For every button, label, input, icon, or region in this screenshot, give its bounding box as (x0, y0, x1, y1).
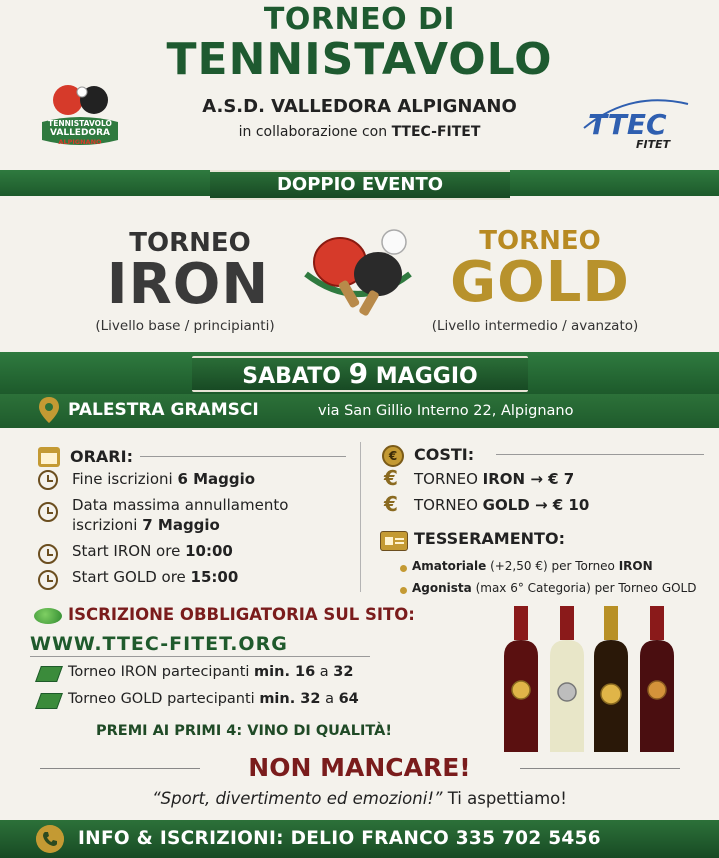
wine-bottles-image (496, 606, 696, 754)
tess-item-text: (max 6° Categoria) per Torneo GOLD (471, 581, 697, 595)
orari-item-bold: 6 Maggio (177, 470, 256, 488)
column-divider (360, 442, 361, 592)
iscr-item-text: Torneo GOLD partecipanti (68, 691, 260, 707)
date-month: MAGGIO (375, 364, 478, 389)
date-day: SABATO (242, 364, 341, 389)
logo-right-main: TTEC (588, 108, 667, 141)
clock-icon (38, 502, 58, 522)
tesseramento-item (412, 559, 653, 573)
tagline-rest: Ti aspettiamo! (442, 789, 567, 808)
premi-line: PREMI AI PRIMI 4: VINO DI QUALITÀ! (96, 723, 392, 739)
wine-bottle-icon (504, 606, 538, 752)
wine-bottle-icon (594, 606, 628, 752)
iscr-item-text2: a (315, 664, 334, 680)
paddle-icon (35, 693, 63, 709)
iron-level: (Livello base / principianti) (95, 318, 275, 334)
cta-headline: NON MANCARE! (248, 753, 471, 782)
gold-pre: TORNEO (479, 226, 601, 256)
costi-item-price: → € 10 (529, 496, 590, 514)
tess-item-bold: Agonista (412, 581, 472, 595)
event-date (192, 356, 528, 392)
iscr-item-text: Torneo IRON partecipanti (68, 664, 255, 680)
tess-item-bold: Amatoriale (412, 559, 487, 573)
euro-icon: € (384, 492, 398, 516)
orari-item-text: Start GOLD ore (72, 568, 191, 586)
orari-item (72, 542, 233, 560)
footer-contact[interactable]: INFO & ISCRIZIONI: DELIO FRANCO 335 702 5456 (78, 828, 601, 849)
tess-item-bold2: IRON (618, 559, 653, 573)
costi-item-prefix: TORNEO (414, 496, 483, 514)
orari-item-text: Start IRON ore (72, 542, 186, 560)
clock-icon (38, 570, 58, 590)
logo-left-line1: TENNISTAVOLO (48, 119, 112, 128)
website-link[interactable]: WWW.TTEC-FITET.ORG (30, 633, 288, 655)
location-pin-icon (38, 396, 60, 424)
euro-icon: € (384, 466, 398, 490)
club-logo (34, 82, 126, 152)
club-name: A.S.D. VALLEDORA ALPIGNANO (202, 96, 517, 117)
bullet-dot (400, 587, 407, 594)
title-line2: TENNISTAVOLO (166, 34, 553, 85)
title-line1: TORNEO DI (263, 2, 456, 37)
tagline-quote: “Sport, divertimento ed emozioni!” (152, 789, 443, 808)
orari-item-text: Fine iscrizioni (72, 470, 178, 488)
iron-title: IRON (106, 252, 270, 317)
wine-bottle-icon (640, 606, 674, 752)
iscr-item-bold2: 32 (333, 664, 354, 680)
costi-item (414, 470, 574, 488)
orari-item-bold: 10:00 (185, 542, 233, 560)
orari-divider (140, 456, 346, 457)
logo-left-line2: VALLEDORA (50, 128, 110, 138)
logo-left-line3: ALPIGNANO (58, 138, 102, 146)
orari-heading: ORARI: (70, 447, 133, 466)
wine-bottle-icon (550, 606, 584, 752)
event-banner: DOPPIO EVENTO (210, 170, 510, 200)
venue-name: PALESTRA GRAMSCI (68, 400, 259, 420)
calendar-icon (38, 447, 60, 467)
iscr-item-text2: a (320, 691, 339, 707)
costi-item-price: → € 7 (525, 470, 575, 488)
clock-icon (38, 544, 58, 564)
logo-right-sub: FITET (636, 138, 671, 150)
tesseramento-heading: TESSERAMENTO: (414, 529, 565, 548)
tess-item-text: (+2,50 €) per Torneo (486, 559, 619, 573)
iscr-item-bold: min. 16 (254, 664, 316, 680)
iscrizione-item (68, 691, 359, 707)
orari-item (72, 470, 255, 488)
orari-item-line2 (72, 516, 220, 534)
costi-item-prefix: TORNEO (414, 470, 483, 488)
iscrizione-divider (30, 656, 370, 657)
orari-item (72, 496, 288, 514)
gold-level: (Livello intermedio / avanzato) (431, 318, 639, 334)
costi-divider (496, 454, 704, 455)
coin-icon: € (382, 445, 404, 467)
collab-prefix: in collaborazione con (238, 124, 392, 140)
costi-item-name: IRON (482, 470, 526, 488)
costi-heading: COSTI: (414, 445, 475, 464)
orari-item-text: Data massima annullamento (72, 496, 289, 514)
green-dot-icon (34, 608, 62, 624)
clock-icon (38, 470, 58, 490)
iron-pre: TORNEO (129, 228, 251, 258)
ttec-logo (580, 98, 692, 150)
id-card-icon (380, 531, 408, 551)
paddle-icon (35, 666, 63, 682)
phone-icon (36, 825, 64, 853)
tagline (0, 789, 719, 808)
tesseramento-item (412, 581, 696, 595)
date-number: 9 (348, 357, 369, 390)
orari-item-bold: 15:00 (190, 568, 239, 586)
collab-org: TTEC-FITET (391, 124, 481, 140)
costi-item (414, 496, 589, 514)
venue-address: via San Gillio Interno 22, Alpignano (318, 403, 574, 419)
orari-item-text: iscrizioni (72, 516, 143, 534)
orari-item (72, 568, 238, 586)
orari-item-bold: 7 Maggio (142, 516, 220, 534)
bullet-dot (400, 565, 407, 572)
paddles-icon (296, 224, 420, 324)
costi-item-name: GOLD (482, 496, 530, 514)
iscr-item-bold: min. 32 (259, 691, 321, 707)
gold-title: GOLD (450, 250, 630, 315)
iscr-item-bold2: 64 (338, 691, 359, 707)
iscrizione-heading: ISCRIZIONE OBBLIGATORIA SUL SITO: (68, 605, 415, 624)
iscrizione-item (68, 664, 353, 680)
